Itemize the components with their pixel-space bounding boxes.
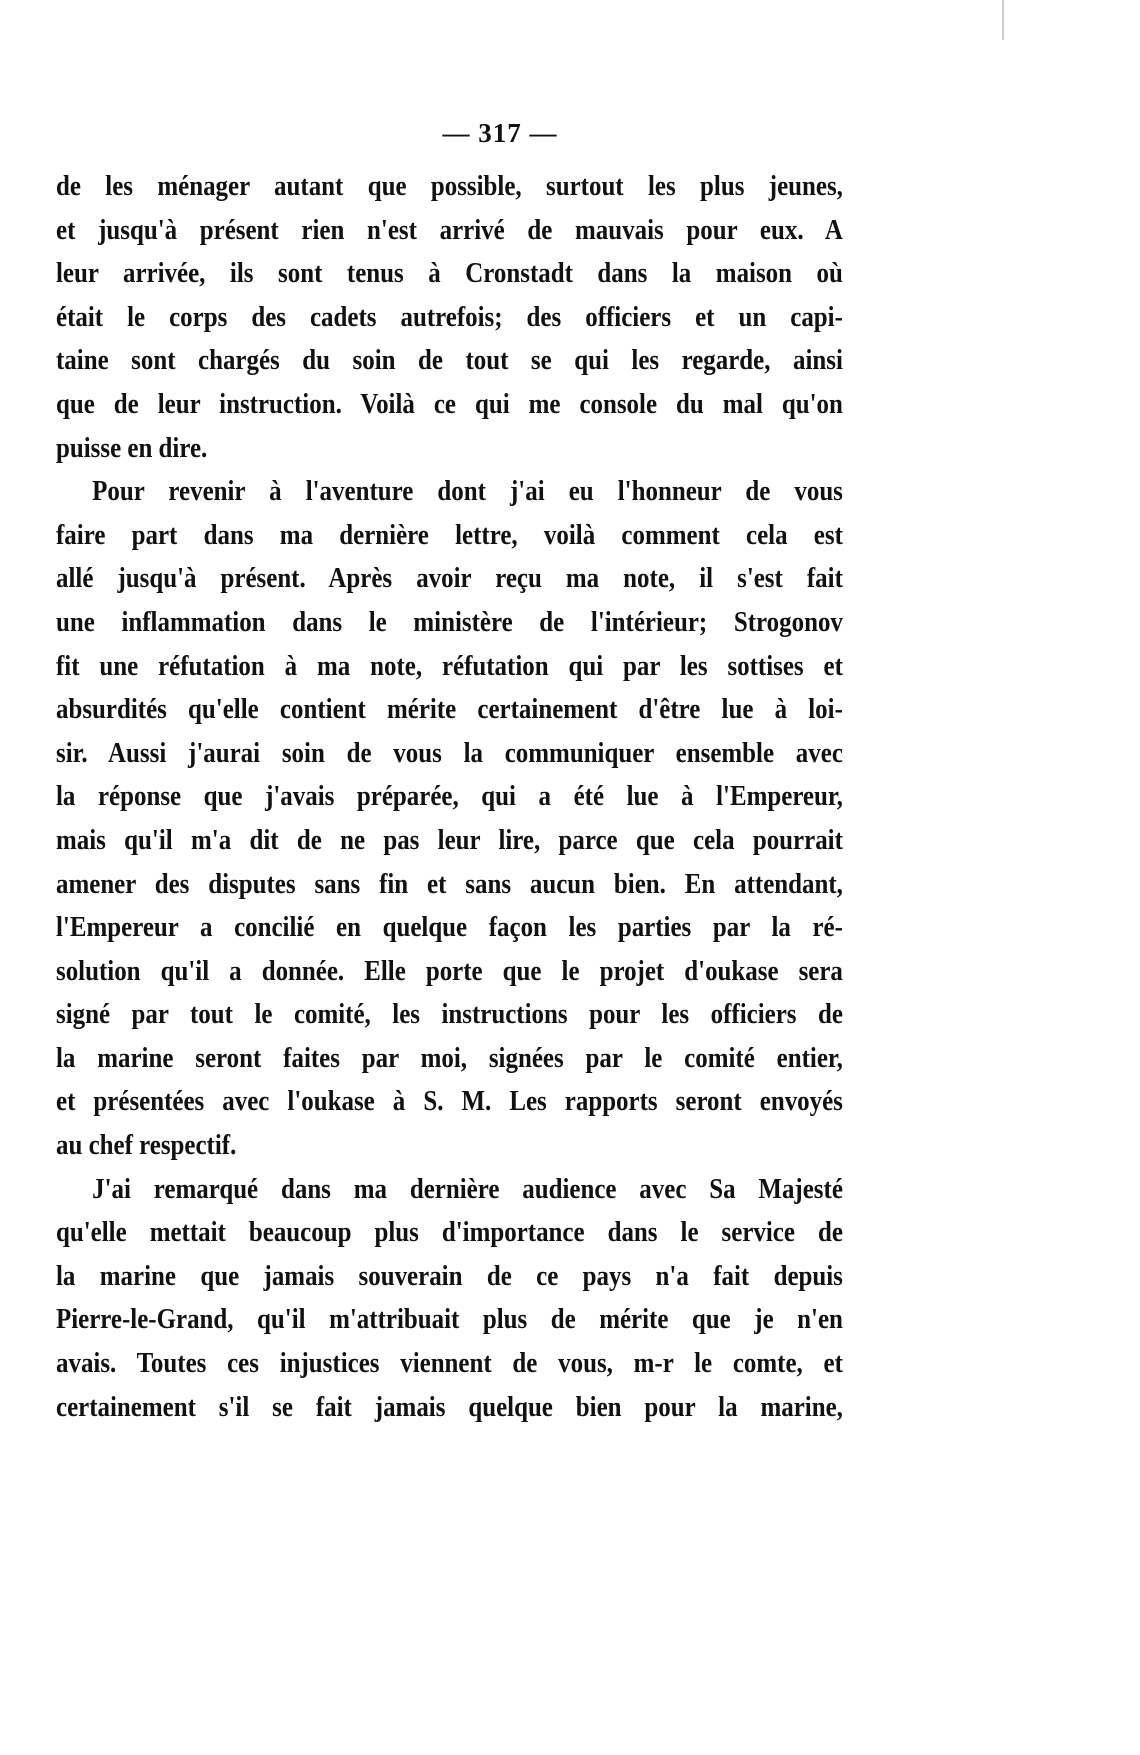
text-line: mais qu'il m'a dit de ne pas leur lire, parce que cela pourrait [56, 823, 843, 856]
page-number: — 317 — [442, 118, 558, 148]
text-line: et présentées avec l'oukase à S. M. Les rapports seront envoyés [56, 1085, 843, 1118]
page-edge-mark [1002, 0, 1004, 40]
text-line: solution qu'il a donnée. Elle porte que le projet d'oukase sera [56, 954, 843, 987]
text-line: leur arrivée, ils sont tenus à Cronstadt dans la maison où [56, 257, 843, 290]
text-line: une inflammation dans le ministère de l'intérieur; Strogonov [56, 605, 843, 638]
text-line: la réponse que j'avais préparée, qui a été lue à l'Empereur, [56, 780, 843, 813]
text-line: certainement s'il se fait jamais quelque bien pour la marine, [56, 1390, 843, 1423]
text-line: l'Empereur a concilié en quelque façon les parties par la ré- [56, 911, 843, 944]
text-line: allé jusqu'à présent. Après avoir reçu ma note, il s'est fait [56, 562, 843, 595]
text-line: Pierre-le-Grand, qu'il m'attribuait plus de mérite que je n'en [56, 1303, 843, 1336]
text-line: J'ai remarqué dans ma dernière audience avec Sa Majesté [92, 1172, 843, 1205]
text-line: qu'elle mettait beaucoup plus d'importance dans le service de [56, 1216, 843, 1249]
text-line: que de leur instruction. Voilà ce qui me console du mal qu'on [56, 387, 843, 420]
text-line: absurdités qu'elle contient mérite certainement d'être lue à loi- [56, 693, 843, 726]
text-line: amener des disputes sans fin et sans aucun bien. En attendant, [56, 867, 843, 900]
text-line: puisse en dire. [56, 431, 208, 464]
text-line: au chef respectif. [56, 1129, 237, 1162]
text-line: Pour revenir à l'aventure dont j'ai eu l'honneur de vous [92, 475, 843, 508]
text-line: taine sont chargés du soin de tout se qui les regarde, ainsi [56, 344, 843, 377]
text-line: avais. Toutes ces injustices viennent de vous, m-r le comte, et [56, 1347, 843, 1380]
text-line: la marine seront faites par moi, signées par le comité entier, [56, 1041, 843, 1074]
text-line: signé par tout le comité, les instructions pour les officiers de [56, 998, 843, 1031]
body-text [56, 165, 843, 1429]
text-line: était le corps des cadets autrefois; des officiers et un capi- [56, 300, 843, 333]
text-line: sir. Aussi j'aurai soin de vous la communiquer ensemble avec [56, 736, 843, 769]
text-line: fit une réfutation à ma note, réfutation qui par les sottises et [56, 649, 843, 682]
text-line: faire part dans ma dernière lettre, voilà comment cela est [56, 518, 843, 551]
text-line: la marine que jamais souverain de ce pays n'a fait depuis [56, 1259, 843, 1292]
text-line: de les ménager autant que possible, surtout les plus jeunes, [56, 170, 843, 202]
text-line: et jusqu'à présent rien n'est arrivé de mauvais pour eux. A [56, 213, 843, 246]
